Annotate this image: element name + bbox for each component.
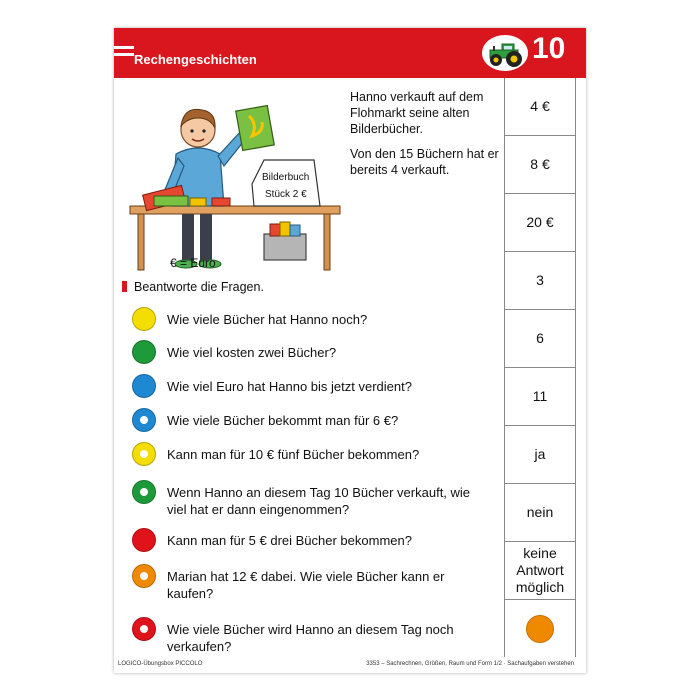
question-text: Wenn Hanno an diesem Tag 10 Bücher verkauft, wie viel hat er dann eingenommen? (167, 485, 471, 517)
orange-marker-dot (526, 615, 554, 643)
story-line-2: Von den 15 Büchern hat er bereits 4 verkauft. (350, 147, 499, 177)
question-text: Wie viele Bücher hat Hanno noch? (167, 312, 368, 327)
answer-cell-7[interactable]: ja (505, 426, 575, 484)
footer-left: LOGICO-Übungsbox PICCOLO (118, 661, 203, 667)
answer-dot-red-ring[interactable] (132, 617, 156, 641)
question-6 (132, 480, 492, 518)
question-2 (132, 340, 492, 364)
answer-dot-yellow-ring[interactable] (132, 442, 156, 466)
question-3 (132, 374, 492, 398)
instruction-marker (122, 281, 127, 292)
answer-cell-4[interactable]: 3 (505, 252, 575, 310)
illustration-boy-selling-books (124, 84, 354, 274)
answer-dot-red[interactable] (132, 528, 156, 552)
header-stripes (114, 46, 134, 60)
answer-cell-orange (505, 600, 575, 657)
card-title: Rechengeschichten (134, 52, 257, 67)
question-8 (132, 564, 492, 602)
sign-line-1: Bilderbuch (262, 172, 310, 183)
question-text: Kann man für 5 € drei Bücher bekommen? (167, 533, 412, 548)
footer-right: 3353 – Sachrechnen, Größen, Raum und Form 1/2 · Sachaufgaben verstehen (366, 661, 574, 667)
answer-dot-blue[interactable] (132, 374, 156, 398)
question-5 (132, 442, 492, 466)
question-text: Kann man für 10 € fünf Bücher bekommen? (167, 447, 420, 462)
euro-caption: € = Euro (170, 256, 216, 270)
answer-cell-3[interactable]: 20 € (505, 194, 575, 252)
instruction-text: Beantworte die Fragen. (134, 280, 264, 294)
instruction (122, 280, 264, 294)
story-line-1: Hanno verkauft auf dem Flohmarkt seine alten Bilderbücher. (350, 90, 484, 136)
question-4 (132, 408, 492, 432)
sign-line-2: Stück 2 € (265, 189, 307, 200)
answer-dot-blue-ring[interactable] (132, 408, 156, 432)
card-number: 10 (532, 32, 566, 65)
answer-cell-9[interactable]: keine Antwort möglich (505, 542, 575, 600)
answer-cell-8[interactable]: nein (505, 484, 575, 542)
answer-column (504, 78, 576, 657)
answer-cell-1[interactable]: 4 € (505, 78, 575, 136)
exercise-card (114, 28, 586, 673)
question-text: Wie viele Bücher bekommt man für 6 €? (167, 413, 399, 428)
question-1 (132, 307, 492, 331)
answer-dot-green-ring[interactable] (132, 480, 156, 504)
question-text: Wie viel Euro hat Hanno bis jetzt verdient? (167, 379, 412, 394)
answer-cell-6[interactable]: 11 (505, 368, 575, 426)
question-7 (132, 528, 492, 552)
answer-dot-yellow[interactable] (132, 307, 156, 331)
story-text (350, 89, 510, 187)
question-text: Wie viel kosten zwei Bücher? (167, 345, 337, 360)
tractor-icon (482, 35, 528, 71)
answer-dot-orange-ring[interactable] (132, 564, 156, 588)
question-text: Marian hat 12 € dabei. Wie viele Bücher kann er kaufen? (167, 569, 445, 601)
answer-cell-5[interactable]: 6 (505, 310, 575, 368)
question-9 (132, 617, 492, 655)
answer-dot-green[interactable] (132, 340, 156, 364)
card-header (114, 28, 586, 78)
question-text: Wie viele Bücher wird Hanno an diesem Tag noch verkaufen? (167, 622, 454, 654)
answer-cell-2[interactable]: 8 € (505, 136, 575, 194)
